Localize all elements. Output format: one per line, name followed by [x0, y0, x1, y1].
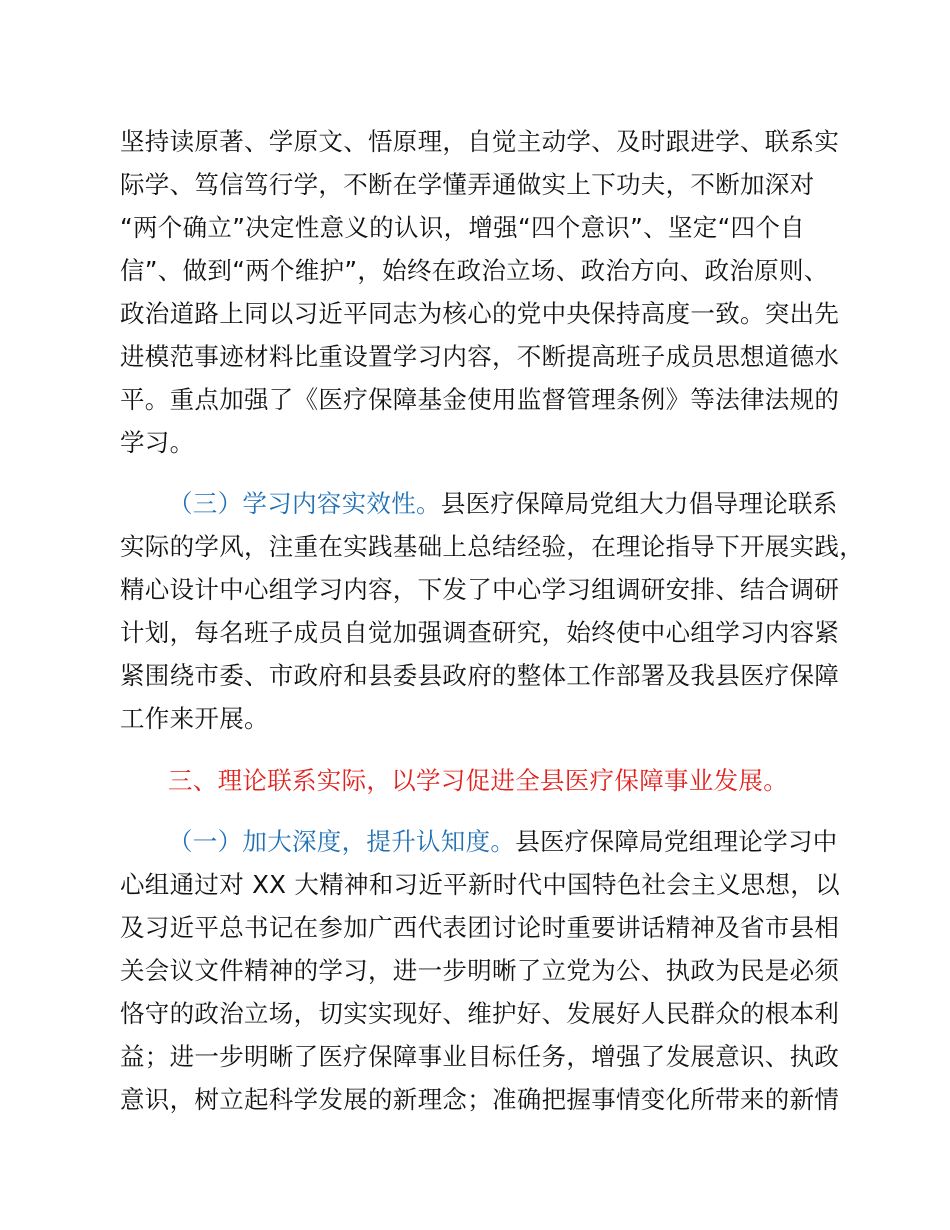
- p3-line-1: [168, 827, 838, 857]
- p3-line-2: 心组通过对 XX 大精神和习近平新时代中国特色社会主义思想，以: [120, 870, 840, 899]
- p3-line-7: 意识，树立起科学发展的新理念；准确把握事情变化所带来的新情: [120, 1085, 840, 1114]
- p1-line-6: 进模范事迹材料比重设置学习内容，不断提高班子成员思想道德水: [120, 342, 840, 371]
- subheading-increase-depth: （一）加大深度，提升认知度。: [168, 827, 516, 856]
- p2-line-2: 实际的学风，注重在实践基础上总结经验，在理论指导下开展实践，: [120, 532, 864, 561]
- p3-line-5: 恪守的政治立场，切实实现好、维护好、发展好人民群众的根本利: [120, 999, 840, 1028]
- subheading-learning-effectiveness: （三）学习内容实效性。: [168, 489, 441, 518]
- p2-line-1-rest: 县医疗保障局党组大力倡导理论联系: [440, 489, 838, 518]
- p3-line-4: 关会议文件精神的学习，进一步明晰了立党为公、执政为民是必须: [120, 956, 840, 985]
- p3-line-1-rest: 县医疗保障局党组理论学习中: [515, 827, 838, 856]
- p1-line-8: 学习。: [120, 428, 195, 457]
- p1-line-1: 坚持读原著、学原文、悟原理，自觉主动学、及时跟进学、联系实: [120, 127, 840, 156]
- section-heading-three: 三、理论联系实际，以学习促进全县医疗保障事业发展。: [168, 766, 788, 795]
- p1-line-2: 际学、笃信笃行学，不断在学懂弄通做实上下功夫，不断加深对: [120, 170, 815, 199]
- p1-line-3: “两个确立”决定性意义的认识，增强“四个意识”、坚定“四个自: [120, 213, 805, 242]
- p2-line-6: 工作来开展。: [120, 704, 269, 733]
- p1-line-5: 政治道路上同以习近平同志为核心的党中央保持高度一致。突出先: [120, 299, 840, 328]
- p1-line-7: 平。重点加强了《医疗保障基金使用监督管理条例》等法律法规的: [120, 385, 840, 414]
- p3-line-3: 及习近平总书记在参加广西代表团讨论时重要讲话精神及省市县相: [120, 913, 840, 942]
- p2-line-4: 计划，每名班子成员自觉加强调查研究，始终使中心组学习内容紧: [120, 618, 840, 647]
- p2-line-3: 精心设计中心组学习内容，下发了中心学习组调研安排、结合调研: [120, 575, 840, 604]
- p2-line-1: [168, 489, 838, 519]
- p3-line-6: 益；进一步明晰了医疗保障事业目标任务，增强了发展意识、执政: [120, 1042, 840, 1071]
- p2-line-5: 紧围绕市委、市政府和县委县政府的整体工作部署及我县医疗保障: [120, 661, 840, 690]
- p1-line-4: 信”、做到“两个维护”，始终在政治立场、政治方向、政治原则、: [120, 256, 829, 285]
